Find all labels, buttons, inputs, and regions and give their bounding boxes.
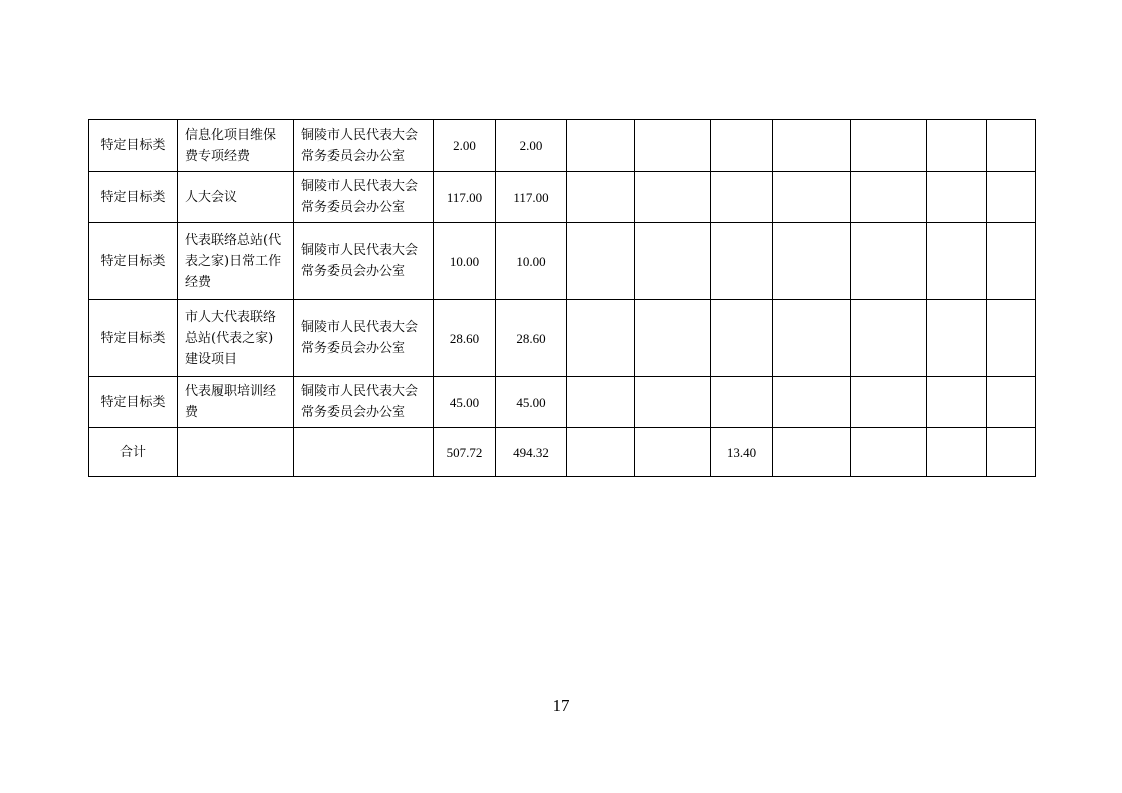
unit-line: 常务委员会办公室 (301, 200, 406, 215)
unit-line: 铜陵市人民代表大会 (301, 127, 419, 143)
empty-cell (851, 172, 927, 223)
empty-cell (294, 428, 434, 477)
amount-total-cell: 2.00 (434, 120, 496, 172)
empty-cell (567, 300, 635, 377)
amount-a-cell: 10.00 (496, 223, 567, 300)
project-name-line: 费专项经费 (185, 148, 251, 164)
project-name-cell (178, 377, 294, 428)
empty-cell (773, 172, 851, 223)
empty-cell (987, 223, 1036, 300)
amount-a-cell: 117.00 (496, 172, 567, 223)
empty-cell (711, 223, 773, 300)
empty-cell (178, 428, 294, 477)
empty-cell (987, 428, 1036, 477)
empty-cell (773, 223, 851, 300)
total-label: 合计 (89, 428, 178, 477)
empty-cell (567, 120, 635, 172)
table-row (89, 223, 1036, 300)
empty-cell (927, 223, 987, 300)
total-amount-c-cell: 13.40 (711, 428, 773, 477)
project-name-line: 建设项目 (185, 351, 238, 367)
empty-cell (711, 172, 773, 223)
empty-cell (773, 300, 851, 377)
empty-cell (927, 120, 987, 172)
empty-cell (987, 377, 1036, 428)
empty-cell (635, 223, 711, 300)
project-name-cell (178, 120, 294, 172)
empty-cell (927, 172, 987, 223)
amount-total-cell: 45.00 (434, 377, 496, 428)
empty-cell (851, 120, 927, 172)
amount-a-cell: 28.60 (496, 300, 567, 377)
empty-cell (927, 428, 987, 477)
empty-cell (711, 120, 773, 172)
unit-line: 常务委员会办公室 (301, 405, 406, 420)
empty-cell (987, 172, 1036, 223)
empty-cell (851, 377, 927, 428)
category-cell: 特定目标类 (89, 120, 178, 172)
empty-cell (851, 223, 927, 300)
empty-cell (567, 428, 635, 477)
unit-line: 铜陵市人民代表大会 (301, 384, 419, 399)
empty-cell (927, 300, 987, 377)
amount-total-cell: 10.00 (434, 223, 496, 300)
total-row (89, 428, 1036, 477)
page-number: 17 (552, 696, 570, 715)
table-row (89, 120, 1036, 172)
empty-cell (635, 377, 711, 428)
project-name-line: 信息化项目维保 (185, 127, 277, 143)
table-row (89, 300, 1036, 377)
category-cell: 特定目标类 (89, 377, 178, 428)
amount-a-cell: 2.00 (496, 120, 567, 172)
empty-cell (927, 377, 987, 428)
unit-cell (294, 120, 434, 172)
empty-cell (711, 377, 773, 428)
project-name-cell (178, 223, 294, 300)
empty-cell (635, 300, 711, 377)
project-name-line: 代表履职培训经 (185, 384, 277, 399)
total-amount-cell: 507.72 (434, 428, 496, 477)
table-row (89, 377, 1036, 428)
project-name-line: 表之家)日常工作 (185, 253, 282, 269)
empty-cell (987, 300, 1036, 377)
category-cell: 特定目标类 (89, 300, 178, 377)
empty-cell (567, 172, 635, 223)
unit-line: 铜陵市人民代表大会 (301, 243, 419, 258)
empty-cell (635, 120, 711, 172)
empty-cell (773, 120, 851, 172)
unit-cell (294, 223, 434, 300)
category-cell: 特定目标类 (89, 223, 178, 300)
empty-cell (635, 172, 711, 223)
empty-cell (851, 428, 927, 477)
unit-cell (294, 300, 434, 377)
empty-cell (851, 300, 927, 377)
empty-cell (773, 377, 851, 428)
table-row (89, 172, 1036, 223)
project-name-line: 市人大代表联络 (185, 309, 277, 325)
unit-line: 常务委员会办公室 (301, 341, 406, 356)
empty-cell (773, 428, 851, 477)
project-name-cell (178, 172, 294, 223)
unit-cell (294, 172, 434, 223)
project-name-line: 总站(代表之家) (185, 330, 274, 346)
project-name-cell (178, 300, 294, 377)
empty-cell (987, 120, 1036, 172)
unit-cell (294, 377, 434, 428)
budget-table (88, 119, 1036, 477)
unit-line: 铜陵市人民代表大会 (301, 320, 419, 335)
amount-a-cell: 45.00 (496, 377, 567, 428)
project-name-line: 费 (185, 405, 199, 420)
total-amount-a-cell: 494.32 (496, 428, 567, 477)
empty-cell (567, 223, 635, 300)
empty-cell (635, 428, 711, 477)
category-cell: 特定目标类 (89, 172, 178, 223)
amount-total-cell: 28.60 (434, 300, 496, 377)
project-name-line: 人大会议 (185, 189, 238, 205)
unit-line: 常务委员会办公室 (301, 264, 406, 279)
unit-line: 铜陵市人民代表大会 (301, 179, 419, 194)
empty-cell (711, 300, 773, 377)
project-name-line: 代表联络总站(代 (185, 232, 282, 248)
unit-line: 常务委员会办公室 (301, 148, 406, 164)
empty-cell (567, 377, 635, 428)
project-name-line: 经费 (185, 274, 212, 290)
amount-total-cell: 117.00 (434, 172, 496, 223)
